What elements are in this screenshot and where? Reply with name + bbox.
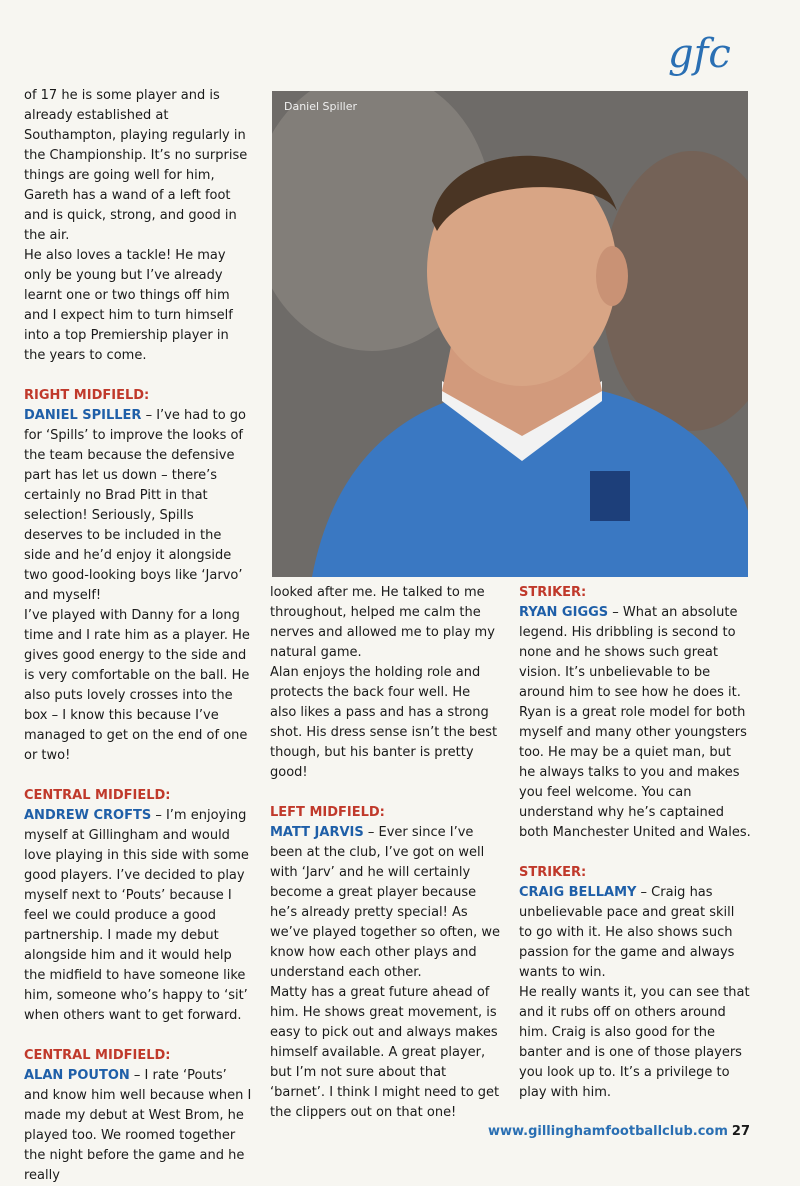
- page-number: 27: [731, 1124, 750, 1139]
- striker-paragraph-giggs-2: Ryan is a great role model for both myself and many other youngsters too. He may be a quiet man, but he always talks to you and makes you feel welcome. You can understand why he’s captained both Manchester United and Wales.: [519, 705, 751, 840]
- striker-header-1: STRIKER:: [519, 585, 587, 600]
- player-name-pouton: ALAN POUTON: [24, 1068, 130, 1083]
- player-illustration: [272, 91, 748, 577]
- gfc-logo: [668, 30, 758, 80]
- column-2: [270, 583, 500, 1123]
- column-3: [519, 583, 751, 1103]
- pouton-continued-1: looked after me. He talked to me throughout, helped me calm the nerves and allowed me to play my natural game.: [270, 585, 495, 660]
- left-midfield-paragraph-2: Matty has a great future ahead of him. He shows great movement, is easy to pick out and always makes himself available. A great player, but I’m not sure about that ‘barnet’. I think I might need to get the clippers out on that one!: [270, 985, 500, 1120]
- player-name-bellamy: CRAIG BELLAMY: [519, 885, 637, 900]
- intro-paragraph-1: of 17 he is some player and is already established at Southampton, playing regularly in the Championship. It’s no surprise things are going well for him, Gareth has a wand of a left foot and is quick, strong, and good in the air.: [24, 88, 248, 243]
- logo-text: gfc: [668, 31, 731, 77]
- striker-paragraph-bellamy-2: He really wants it, you can see that and it rubs off on others around him. Craig is also good for the banter and is one of those players you look up to. It’s a privilege to play with him.: [519, 985, 750, 1100]
- pouton-continued-2: Alan enjoys the holding role and protects the back four well. He also likes a pass and has a strong shot. His dress sense isn’t the best though, but his banter is pretty good!: [270, 665, 498, 780]
- player-name-jarvis: MATT JARVIS: [270, 825, 364, 840]
- striker-paragraph-bellamy-1: CRAIG BELLAMY – Craig has unbelievable pace and great skill to go with it. He also shows such passion for the game and always wants to win.: [519, 885, 735, 980]
- central-midfield-paragraph-pouton: ALAN POUTON – I rate ‘Pouts’ and know him well because when I made my debut at West Brom, he played too. We roomed together the night before the game and he really: [24, 1068, 252, 1183]
- right-midfield-paragraph-2: I’ve played with Danny for a long time and I rate him as a player. He gives good energy to the side and is very comfortable on the ball. He also puts lovely crosses into the box – I know this because I’ve managed to get on the end of one or two!: [24, 608, 250, 763]
- player-name-spiller: DANIEL SPILLER: [24, 408, 142, 423]
- player-name-giggs: RYAN GIGGS: [519, 605, 609, 620]
- page-footer: [488, 1124, 750, 1139]
- right-midfield-paragraph-1: DANIEL SPILLER – I’ve had to go for ‘Spills’ to improve the looks of the team because the defensive part has let us down – there’s certainly no Brad Pitt in that selection! Seriously, Spills deserves to be included in the side and he’d enjoy it alongside two good-looking boys like ‘Jarvo’ and myself!: [24, 408, 246, 603]
- player-name-crofts: ANDREW CROFTS: [24, 808, 152, 823]
- column-1: [24, 86, 252, 1186]
- footer-url: www.gillinghamfootballclub.com: [487, 1124, 728, 1139]
- left-midfield-header: LEFT MIDFIELD:: [270, 805, 385, 820]
- left-midfield-paragraph-1: MATT JARVIS – Ever since I’ve been at the club, I’ve got on well with ‘Jarv’ and he will certainly become a great player because he’s already pretty special! As we’ve played together so often, we know how each other plays and understand each other.: [270, 825, 500, 980]
- right-midfield-header: RIGHT MIDFIELD:: [24, 388, 150, 403]
- striker-paragraph-giggs-1: RYAN GIGGS – What an absolute legend. His dribbling is second to none and he shows such great vision. It’s unbelievable to be around him to see how he does it.: [519, 605, 741, 700]
- player-photo: [272, 91, 748, 577]
- intro-paragraph-2: He also loves a tackle! He may only be young but I’ve already learnt one or two things off him and I expect him to turn himself into a top Premiership player in the years to come.: [24, 248, 233, 363]
- central-midfield-header-1: CENTRAL MIDFIELD:: [24, 788, 171, 803]
- photo-caption: Daniel Spiller: [284, 100, 357, 113]
- striker-header-2: STRIKER:: [519, 865, 587, 880]
- central-midfield-header-2: CENTRAL MIDFIELD:: [24, 1048, 171, 1063]
- central-midfield-paragraph-crofts: ANDREW CROFTS – I’m enjoying myself at Gillingham and would love playing in this side with some good players. I’ve decided to play myself next to ‘Pouts’ because I feel we could produce a good partnership. I made my debut alongside him and it would help the midfield to have someone like him, someone who’s happy to ‘sit’ when others want to get forward.: [24, 808, 249, 1023]
